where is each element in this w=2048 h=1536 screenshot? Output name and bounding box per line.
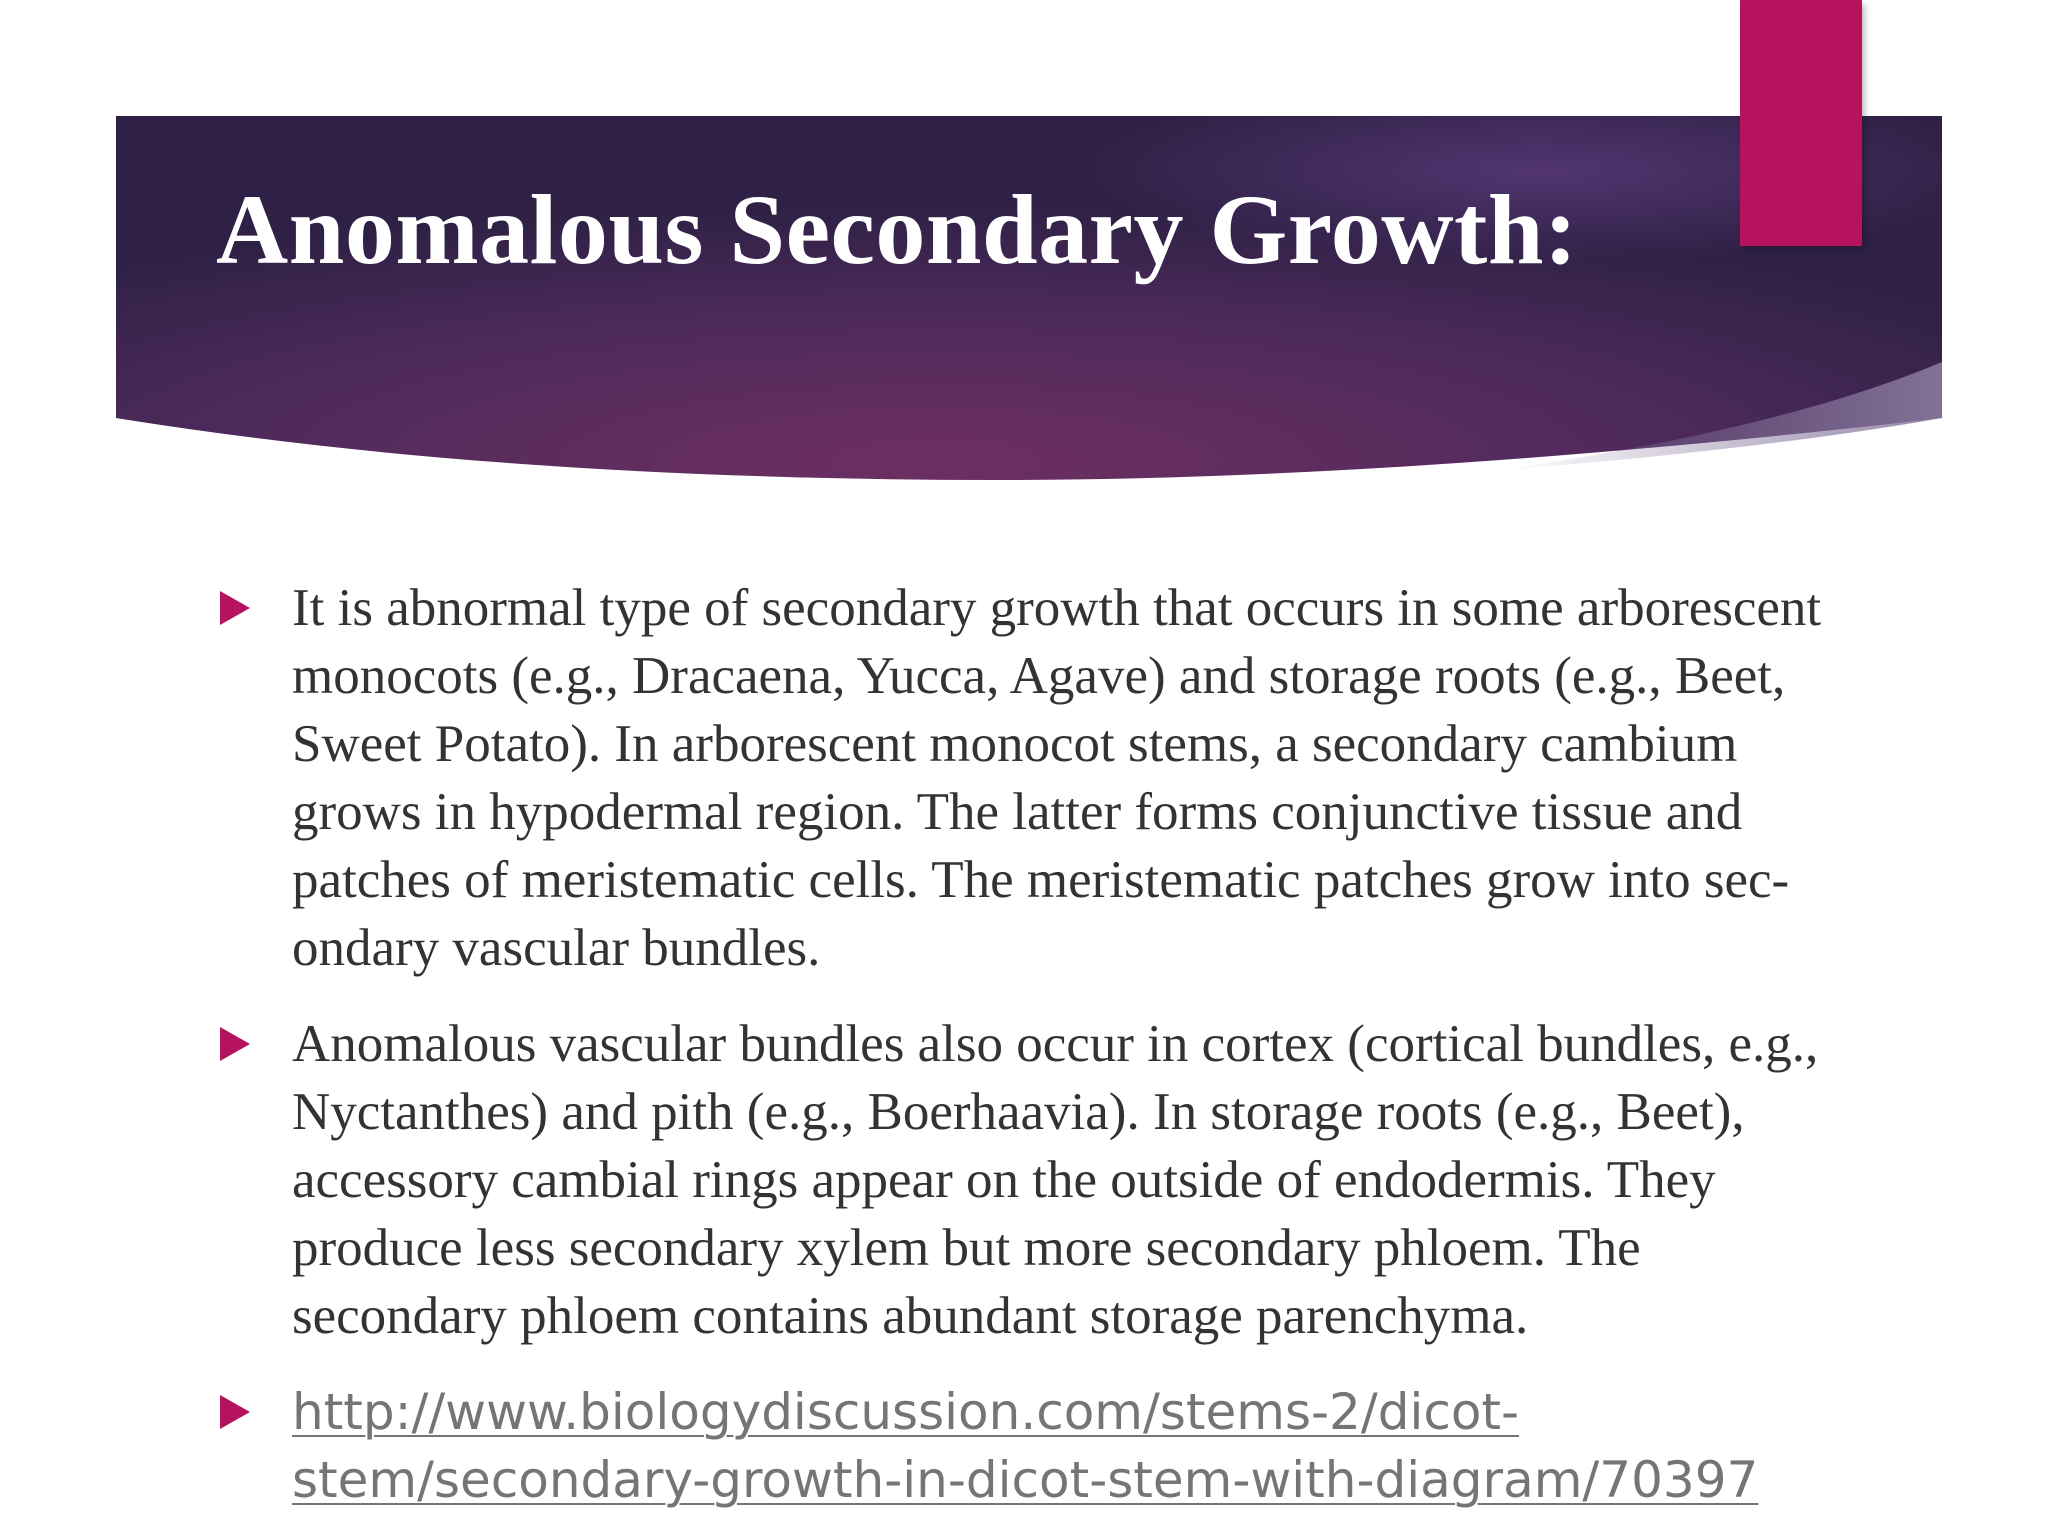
triangle-bullet-icon bbox=[220, 591, 250, 625]
bullet-item bbox=[216, 1010, 1956, 1350]
text-line: produce less secondary xylem but more secondary phloem. The bbox=[292, 1219, 1641, 1277]
bullet-list bbox=[216, 574, 1956, 1536]
text-line: Sweet Potato). In arborescent monocot stems, a secondary cambium bbox=[292, 715, 1738, 773]
text-line: accessory cambial rings appear on the outside of endodermis. They bbox=[292, 1151, 1716, 1209]
bullet-text bbox=[292, 574, 1956, 982]
link-line[interactable]: http://www.biologydiscussion.com/stems-2/dicot- bbox=[292, 1383, 1520, 1441]
text-line: grows in hypodermal region. The latter forms conjunctive tissue and bbox=[292, 783, 1743, 841]
link-line[interactable]: stem/secondary-growth-in-dicot-stem-with-diagram/70397 bbox=[292, 1451, 1759, 1509]
triangle-bullet-icon bbox=[220, 1027, 250, 1061]
bullet-text bbox=[292, 1010, 1956, 1350]
text-line: ondary vascular bundles. bbox=[292, 919, 821, 977]
text-line: Nyctanthes) and pith (e.g., Boerhaavia). In storage roots (e.g., Beet), bbox=[292, 1083, 1745, 1141]
triangle-bullet-icon bbox=[220, 1395, 250, 1429]
text-line: monocots (e.g., Dracaena, Yucca, Agave) and storage roots (e.g., Beet, bbox=[292, 647, 1786, 705]
slide-title: Anomalous Secondary Growth: bbox=[216, 174, 1578, 285]
text-line: It is abnormal type of secondary growth that occurs in some arborescent bbox=[292, 579, 1822, 637]
bullet-item bbox=[216, 574, 1956, 982]
bullet-item-link bbox=[216, 1378, 1956, 1514]
text-line: patches of meristematic cells. The meristematic patches grow into sec- bbox=[292, 851, 1790, 909]
text-line: secondary phloem contains abundant storage parenchyma. bbox=[292, 1287, 1529, 1345]
text-line: Anomalous vascular bundles also occur in cortex (cortical bundles, e.g., bbox=[292, 1015, 1819, 1073]
accent-tab bbox=[1740, 0, 1862, 246]
source-link[interactable] bbox=[292, 1378, 1956, 1514]
